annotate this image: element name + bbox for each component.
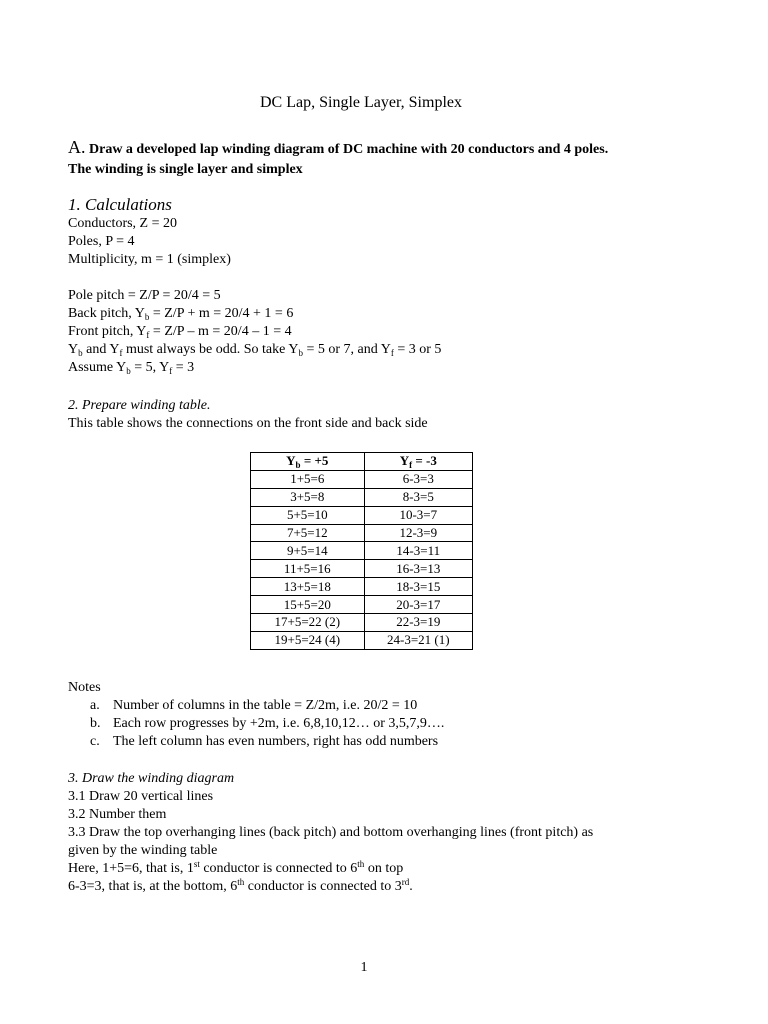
table-cell: 10-3=7: [364, 506, 472, 524]
table-row: [251, 631, 473, 649]
winding-table: [250, 452, 473, 650]
table-cell: 24-3=21 (1): [364, 631, 472, 649]
section-a-line2: The winding is single layer and simplex: [68, 162, 303, 177]
table-row: [251, 542, 473, 560]
section-a-label: A.: [68, 137, 86, 157]
table-cell: 11+5=16: [251, 560, 365, 578]
diagram-step1: 3.1 Draw 20 vertical lines: [68, 789, 214, 804]
table-cell: 9+5=14: [251, 542, 365, 560]
table-header-row: [251, 453, 473, 471]
notes-heading: Notes: [68, 680, 101, 695]
note-label: a.: [90, 698, 100, 713]
table-cell: 22-3=19: [364, 614, 472, 632]
table-cell: 6-3=3: [364, 470, 472, 488]
table-cell: 18-3=15: [364, 578, 472, 596]
table-cell: 12-3=9: [364, 524, 472, 542]
assume-line: Assume $Y_b = 5$, $Y_f = 3$: [68, 360, 195, 376]
table-cell: 14-3=11: [364, 542, 472, 560]
table-row: [251, 596, 473, 614]
diagram-here-line: Here, 1+5=6, that is, 1st conductor is connected to 6th on top: [68, 859, 404, 876]
table-row: [251, 524, 473, 542]
table-description: This table shows the connections on the front side and back side: [68, 416, 428, 431]
page-number: 1: [360, 960, 368, 975]
back-pitch-line: Back pitch, $Y_b = Z/P + m = 20/4 + 1 = 6$: [68, 306, 294, 322]
diagram-bottom-line: 6-3=3, that is, at the bottom, 6th conductor is connected to 3rd.: [68, 877, 413, 894]
table-row: [251, 614, 473, 632]
table-row: [251, 488, 473, 506]
table-cell: 3+5=8: [251, 488, 365, 506]
table-cell: 7+5=12: [251, 524, 365, 542]
table-cell: 19+5=24 (4): [251, 631, 365, 649]
table-cell: 8-3=5: [364, 488, 472, 506]
diagram-step2: 3.2 Number them: [68, 807, 167, 822]
note-text: Each row progresses by +2m, i.e. 6,8,10,12… or 3,5,7,9….: [113, 716, 445, 731]
header-front-pitch: $Y_f = -3$: [364, 453, 472, 471]
note-item: [90, 715, 445, 733]
note-label: c.: [90, 734, 100, 749]
note-item: [90, 733, 439, 751]
front-pitch-line: Front pitch, $Y_f = Z/P - m = 20/4 - 1 = 4$: [68, 324, 292, 340]
table-row: [251, 560, 473, 578]
note-text: The left column has even numbers, right has odd numbers: [113, 734, 439, 749]
note-label: b.: [90, 716, 101, 731]
table-heading: 2. Prepare winding table.: [68, 398, 211, 413]
table-row: [251, 578, 473, 596]
section-a-line1: Draw a developed lap winding diagram of DC machine with 20 conductors and 4 poles.: [89, 142, 609, 157]
diagram-step3a: 3.3 Draw the top overhanging lines (back pitch) and bottom overhanging lines (front pitch) as: [68, 825, 594, 840]
conductors-line: Conductors, Z = 20: [68, 216, 177, 231]
diagram-step3b: given by the winding table: [68, 843, 218, 858]
table-cell: 16-3=13: [364, 560, 472, 578]
note-text: Number of columns in the table = Z/2m, i.e. 20/2 = 10: [113, 698, 418, 713]
table-cell: 20-3=17: [364, 596, 472, 614]
diagram-heading: 3. Draw the winding diagram: [68, 771, 235, 786]
header-back-pitch: $Y_b = +5$: [251, 453, 365, 471]
table-cell: 5+5=10: [251, 506, 365, 524]
table-cell: 13+5=18: [251, 578, 365, 596]
odd-rule-line: $Y_b$ and $Y_f$ must always be odd. So take $Y_b = 5$ or 7, and $Y_f = 3$ or 5: [68, 342, 442, 358]
table-cell: 15+5=20: [251, 596, 365, 614]
multiplicity-line: Multiplicity, m = 1 (simplex): [68, 252, 231, 267]
note-item: [90, 697, 418, 715]
table-cell: 1+5=6: [251, 470, 365, 488]
table-cell: 17+5=22 (2): [251, 614, 365, 632]
pole-pitch-line: Pole pitch = Z/P = 20/4 = 5: [68, 288, 221, 303]
calculations-heading: 1. Calculations: [68, 195, 172, 214]
poles-line: Poles, P = 4: [68, 234, 135, 249]
table-row: [251, 506, 473, 524]
page-title: DC Lap, Single Layer, Simplex: [260, 94, 462, 111]
section-a: [68, 137, 608, 180]
table-row: [251, 470, 473, 488]
